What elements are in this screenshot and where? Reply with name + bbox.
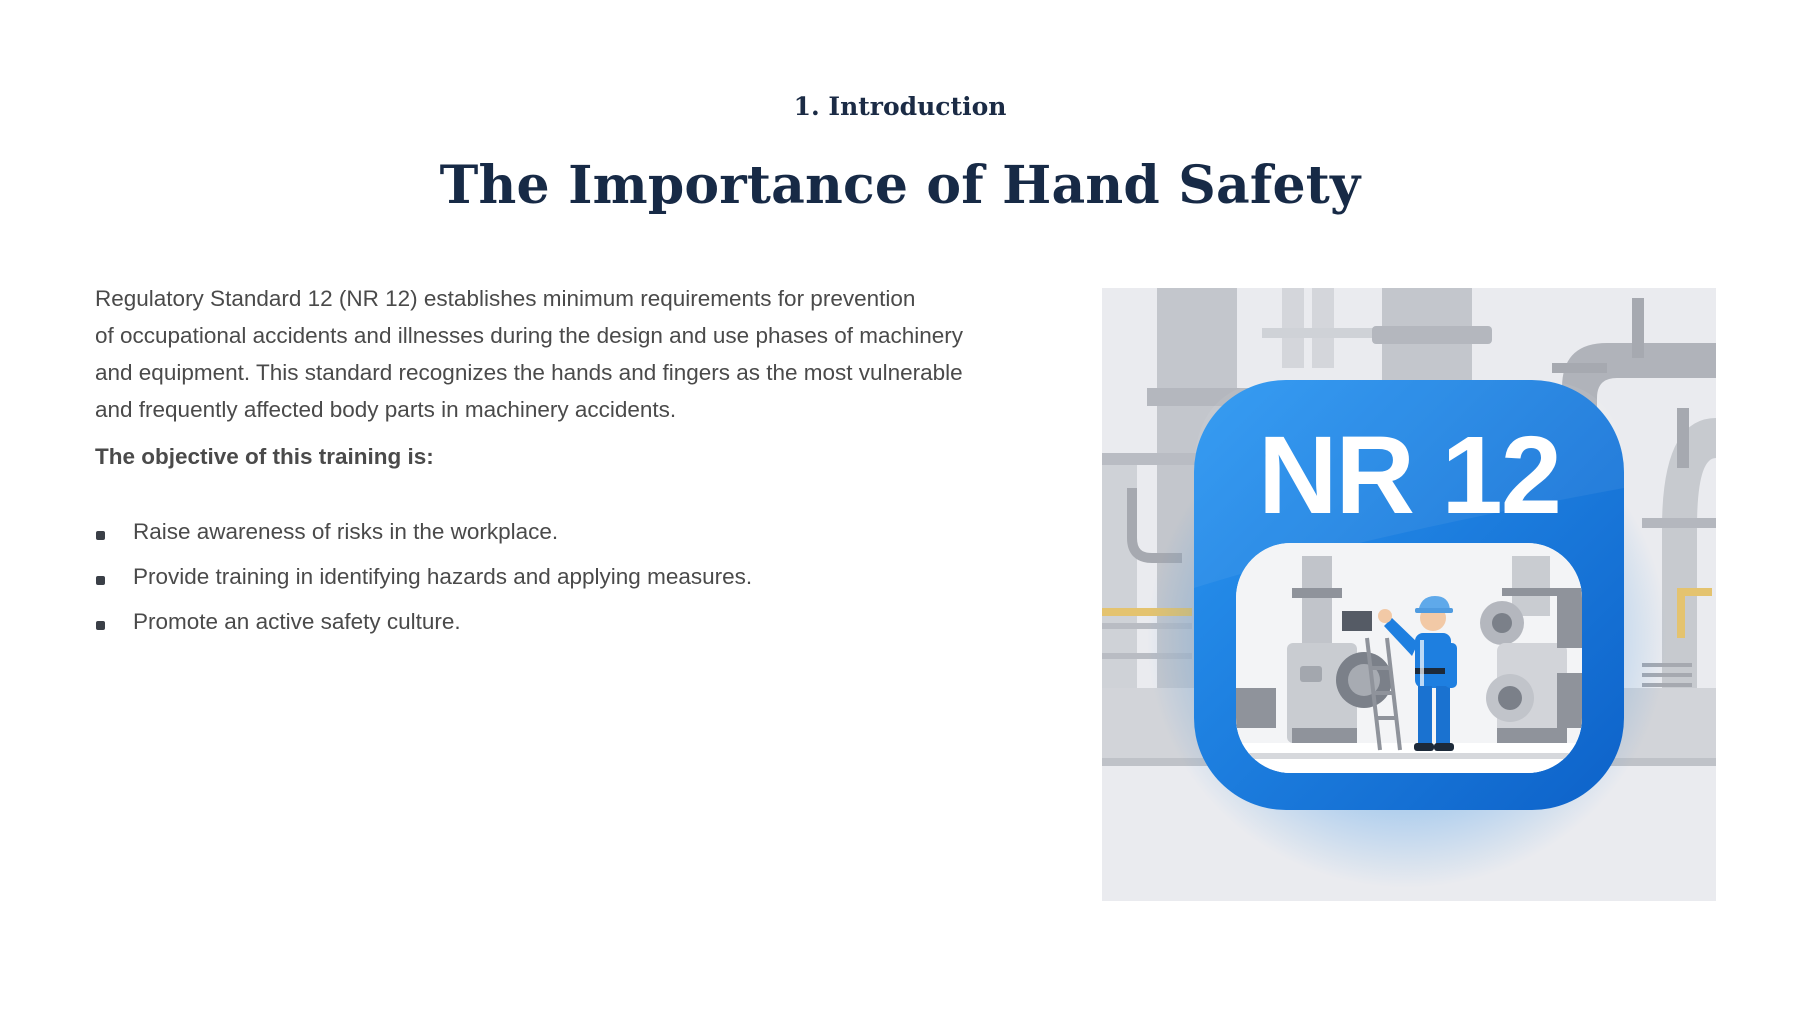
intro-paragraph [95,280,1025,428]
bullet-icon [96,531,105,540]
intro-line: of occupational accidents and illnesses during the design and use phases of machinery [95,323,964,348]
list-item-text: Raise awareness of risks in the workplace. [133,519,559,544]
objectives-list [95,509,1025,644]
badge-text: NR 12 [1258,414,1560,537]
list-item-text: Provide training in identifying hazards and applying measures. [133,564,753,589]
nr12-illustration [1102,288,1716,901]
list-item [95,599,1025,644]
section-label: 1. Introduction [793,92,1007,121]
page-title: The Importance of Hand Safety [439,155,1361,216]
bullet-icon [96,621,105,630]
nr12-badge [1194,380,1624,810]
list-item [95,509,1025,554]
list-item [95,554,1025,599]
list-item-text: Promote an active safety culture. [133,609,461,634]
intro-line: Regulatory Standard 12 (NR 12) establishes minimum requirements for prevention [95,286,916,311]
intro-line: and equipment. This standard recognizes the hands and fingers as the most vulnerable [95,360,963,385]
text-column [95,280,1025,644]
objective-heading: The objective of this training is: [95,444,434,469]
nr12-worker-machinery-icon [1102,288,1716,901]
intro-line: and frequently affected body parts in machinery accidents. [95,397,677,422]
bullet-icon [96,576,105,585]
